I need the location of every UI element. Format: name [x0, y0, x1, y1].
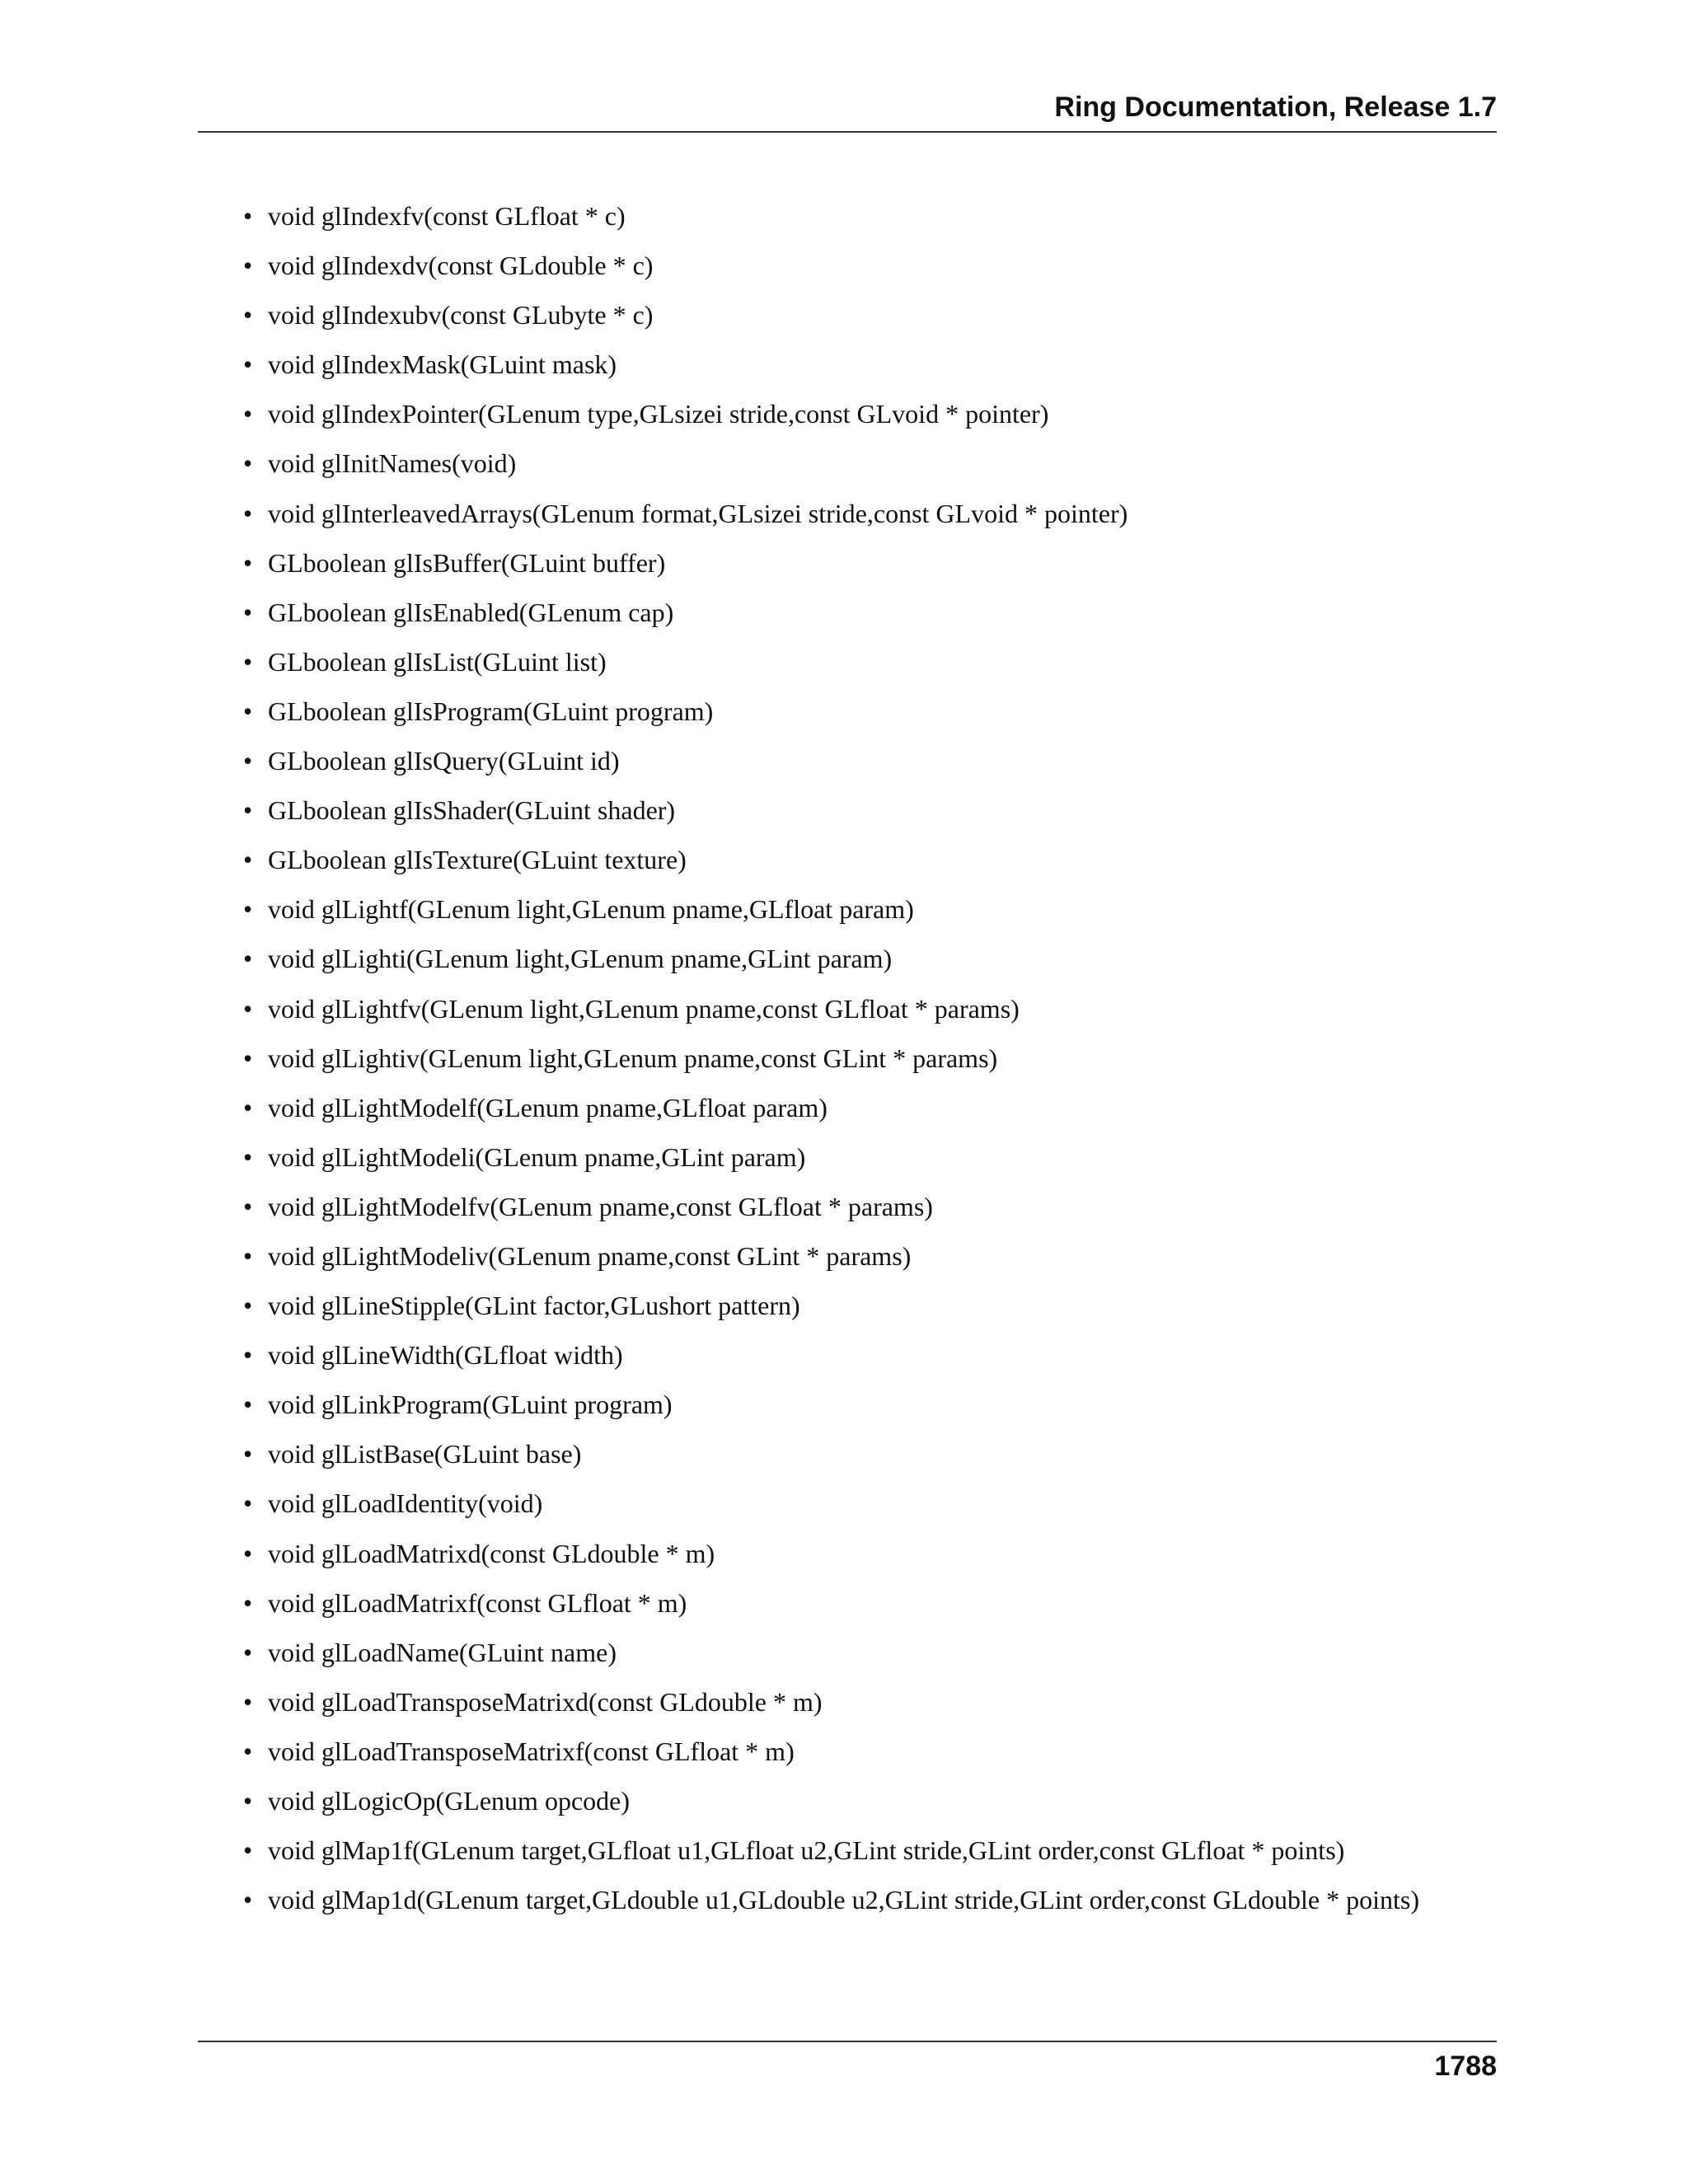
list-item [243, 244, 1419, 293]
list-item [243, 1482, 1419, 1531]
header-rule [198, 131, 1497, 133]
bullet-icon: • [243, 498, 253, 528]
function-signature: void glLoadTransposeMatrixd(const GLdouble * m) [268, 1686, 823, 1717]
list-item [243, 1284, 1419, 1333]
bullet-icon: • [243, 1291, 253, 1321]
list-item [243, 1185, 1419, 1235]
list-item [243, 1235, 1419, 1284]
list-item [243, 1333, 1419, 1383]
bullet-icon: • [243, 1240, 253, 1271]
function-signature: void glMap1f(GLenum target,GLfloat u1,GLfloat u2,GLint stride,GLint order,const GLfloat * points) [268, 1835, 1345, 1866]
list-item [243, 1730, 1419, 1779]
bullet-icon: • [243, 1191, 253, 1221]
list-item [243, 293, 1419, 343]
list-item [243, 442, 1419, 491]
function-signature: GLboolean glIsTexture(GLuint texture) [268, 845, 687, 875]
bullet-icon: • [243, 597, 253, 627]
bullet-icon: • [243, 399, 253, 429]
function-signature: GLboolean glIsProgram(GLuint program) [268, 696, 714, 726]
list-item [243, 392, 1419, 442]
list-item [243, 888, 1419, 937]
function-signature: GLboolean glIsBuffer(GLuint buffer) [268, 547, 666, 578]
function-signature: void glLineWidth(GLfloat width) [268, 1340, 623, 1371]
list-item [243, 194, 1419, 244]
bullet-icon: • [243, 993, 253, 1024]
list-item [243, 1086, 1419, 1136]
function-signature: void glLoadIdentity(void) [268, 1488, 543, 1519]
bullet-icon: • [243, 1141, 253, 1172]
function-signature: void glLightiv(GLenum light,GLenum pname,const GLint * params) [268, 1043, 998, 1073]
list-item [243, 1432, 1419, 1482]
bullet-icon: • [243, 1686, 253, 1717]
function-signature: void glMap1d(GLenum target,GLdouble u1,GLdouble u2,GLint stride,GLint order,const GLdouble * points) [268, 1885, 1419, 1915]
bullet-icon: • [243, 1092, 253, 1122]
function-signature: void glLightfv(GLenum light,GLenum pname,const GLfloat * params) [268, 993, 1020, 1024]
bullet-icon: • [243, 547, 253, 578]
list-item [243, 1631, 1419, 1680]
list-item [243, 1136, 1419, 1185]
bullet-icon: • [243, 251, 253, 281]
function-signature: void glLoadTransposeMatrixf(const GLfloat * m) [268, 1736, 795, 1766]
bullet-icon: • [243, 300, 253, 330]
function-signature: void glLightModelfv(GLenum pname,const GLfloat * params) [268, 1191, 933, 1221]
list-item [243, 937, 1419, 987]
list-item [243, 1383, 1419, 1432]
list-item [243, 343, 1419, 392]
bullet-icon: • [243, 1835, 253, 1866]
function-signature: void glLoadMatrixf(const GLfloat * m) [268, 1587, 687, 1618]
list-item [243, 1680, 1419, 1730]
bullet-icon: • [243, 1637, 253, 1667]
list-item [243, 492, 1419, 541]
function-signature: void glInitNames(void) [268, 448, 517, 479]
function-signature: void glLineStipple(GLint factor,GLushort pattern) [268, 1291, 800, 1321]
list-item [243, 739, 1419, 789]
bullet-icon: • [243, 1439, 253, 1469]
bullet-icon: • [243, 795, 253, 826]
list-item [243, 1878, 1419, 1928]
list-item [243, 987, 1419, 1037]
footer-rule [198, 2041, 1497, 2042]
function-signature: void glListBase(GLuint base) [268, 1439, 582, 1469]
function-signature: void glLightModelf(GLenum pname,GLfloat param) [268, 1092, 828, 1122]
bullet-icon: • [243, 448, 253, 479]
function-signature: void glLoadName(GLuint name) [268, 1637, 617, 1667]
function-list [243, 194, 1419, 1928]
bullet-icon: • [243, 349, 253, 380]
bullet-icon: • [243, 1538, 253, 1568]
function-signature: void glLogicOp(GLenum opcode) [268, 1786, 630, 1816]
bullet-icon: • [243, 696, 253, 726]
function-signature: GLboolean glIsEnabled(GLenum cap) [268, 597, 674, 627]
bullet-icon: • [243, 201, 253, 231]
function-signature: void glLighti(GLenum light,GLenum pname,GLint param) [268, 944, 893, 974]
list-item [243, 789, 1419, 838]
function-signature: void glLoadMatrixd(const GLdouble * m) [268, 1538, 715, 1568]
function-signature: void glLinkProgram(GLuint program) [268, 1390, 673, 1420]
list-item [243, 1582, 1419, 1631]
bullet-icon: • [243, 1390, 253, 1420]
list-item [243, 1829, 1419, 1878]
bullet-icon: • [243, 944, 253, 974]
function-signature: void glLightModeliv(GLenum pname,const GLint * params) [268, 1240, 912, 1271]
list-item [243, 1779, 1419, 1829]
function-signature: void glIndexPointer(GLenum type,GLsizei stride,const GLvoid * pointer) [268, 399, 1049, 429]
function-signature: void glLightf(GLenum light,GLenum pname,GLfloat param) [268, 894, 914, 925]
function-signature: void glIndexfv(const GLfloat * c) [268, 201, 626, 231]
list-item [243, 541, 1419, 591]
function-signature: void glIndexMask(GLuint mask) [268, 349, 617, 380]
bullet-icon: • [243, 646, 253, 677]
bullet-icon: • [243, 1043, 253, 1073]
list-item [243, 591, 1419, 640]
bullet-icon: • [243, 845, 253, 875]
list-item [243, 1037, 1419, 1086]
bullet-icon: • [243, 1587, 253, 1618]
bullet-icon: • [243, 1736, 253, 1766]
function-signature: void glIndexubv(const GLubyte * c) [268, 300, 654, 330]
function-signature: GLboolean glIsList(GLuint list) [268, 646, 607, 677]
function-signature: void glLightModeli(GLenum pname,GLint param) [268, 1141, 806, 1172]
bullet-icon: • [243, 1340, 253, 1371]
bullet-icon: • [243, 1885, 253, 1915]
function-signature: void glInterleavedArrays(GLenum format,GLsizei stride,const GLvoid * pointer) [268, 498, 1128, 528]
list-item [243, 1532, 1419, 1582]
function-signature: GLboolean glIsShader(GLuint shader) [268, 795, 676, 826]
list-item [243, 690, 1419, 739]
bullet-icon: • [243, 746, 253, 776]
list-item [243, 640, 1419, 690]
function-signature: void glIndexdv(const GLdouble * c) [268, 251, 654, 281]
function-signature: GLboolean glIsQuery(GLuint id) [268, 746, 620, 776]
running-header-title: Ring Documentation, Release 1.7 [1054, 91, 1497, 123]
bullet-icon: • [243, 894, 253, 925]
page-number: 1788 [1434, 2050, 1497, 2082]
list-item [243, 838, 1419, 888]
bullet-icon: • [243, 1488, 253, 1519]
bullet-icon: • [243, 1786, 253, 1816]
